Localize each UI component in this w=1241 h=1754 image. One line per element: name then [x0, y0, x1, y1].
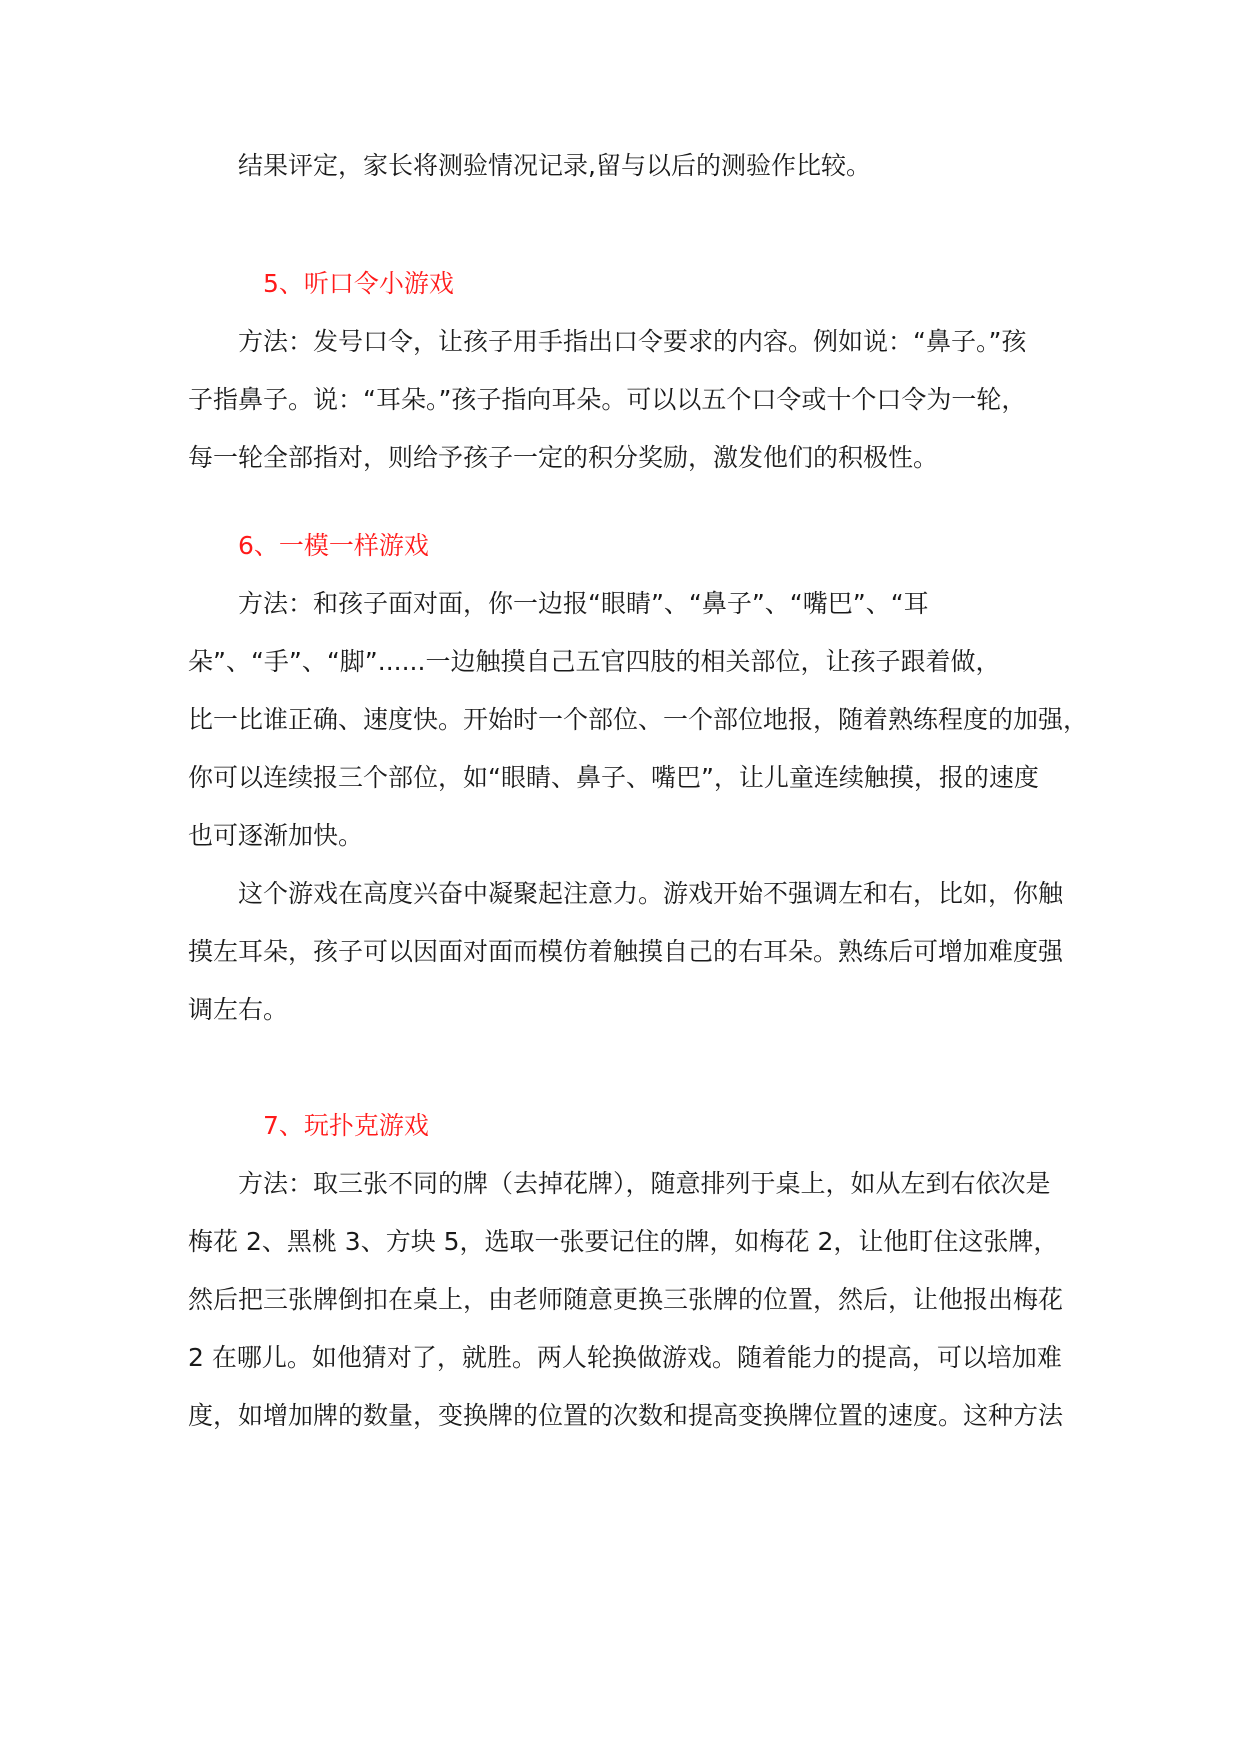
paragraph-line: 每一轮全部指对，则给予孩子一定的积分奖励，激发他们的积极性。	[188, 443, 939, 472]
paragraph-line: 朵”、“手”、“脚”......一边触摸自己五官四肢的相关部位，让孩子跟着做，	[188, 647, 1001, 676]
paragraph-line: 你可以连续报三个部位，如“眼睛、鼻子、嘴巴”，让儿童连续触摸，报的速度	[188, 763, 1039, 792]
section-heading-7: 7、玩扑克游戏	[188, 1111, 429, 1140]
paragraph-line: 方法：取三张不同的牌（去掉花牌），随意排列于桌上，如从左到右依次是	[188, 1169, 1051, 1198]
paragraph-line: 子指鼻子。说：“耳朵。”孩子指向耳朵。可以以五个口令或十个口令为一轮，	[188, 385, 1027, 414]
paragraph-line: 方法：和孩子面对面，你一边报“眼睛”、“鼻子”、“嘴巴”、“耳	[188, 589, 929, 618]
paragraph-line: 比一比谁正确、速度快。开始时一个部位、一个部位地报，随着熟练程度的加强，	[188, 705, 1089, 734]
paragraph-line: 这个游戏在高度兴奋中凝聚起注意力。游戏开始不强调左和右，比如，你触	[188, 879, 1064, 908]
paragraph-line: 方法：发号口令，让孩子用手指出口令要求的内容。例如说：“鼻子。”孩	[188, 327, 1027, 356]
paragraph-line: 度，如增加牌的数量，变换牌的位置的次数和提高变换牌位置的速度。这种方法	[188, 1401, 1064, 1430]
paragraph-line: 调左右。	[188, 995, 289, 1024]
section-heading-6: 6、一模一样游戏	[188, 531, 429, 560]
section-heading-5: 5、听口令小游戏	[188, 269, 454, 298]
paragraph-line: 梅花 2、黑桃 3、方块 5，选取一张要记住的牌，如梅花 2，让他盯住这张牌，	[188, 1227, 1059, 1256]
paragraph-line: 摸左耳朵，孩子可以因面对面而模仿着触摸自己的右耳朵。熟练后可增加难度强	[188, 937, 1064, 966]
paragraph-line: 然后把三张牌倒扣在桌上，由老师随意更换三张牌的位置，然后，让他报出梅花	[188, 1285, 1064, 1314]
paragraph-line: 结果评定，家长将测验情况记录,留与以后的测验作比较。	[188, 151, 871, 180]
paragraph-line: 2 在哪儿。如他猜对了，就胜。两人轮换做游戏。随着能力的提高，可以培加难	[188, 1343, 1062, 1372]
paragraph-line: 也可逐渐加快。	[188, 821, 364, 850]
